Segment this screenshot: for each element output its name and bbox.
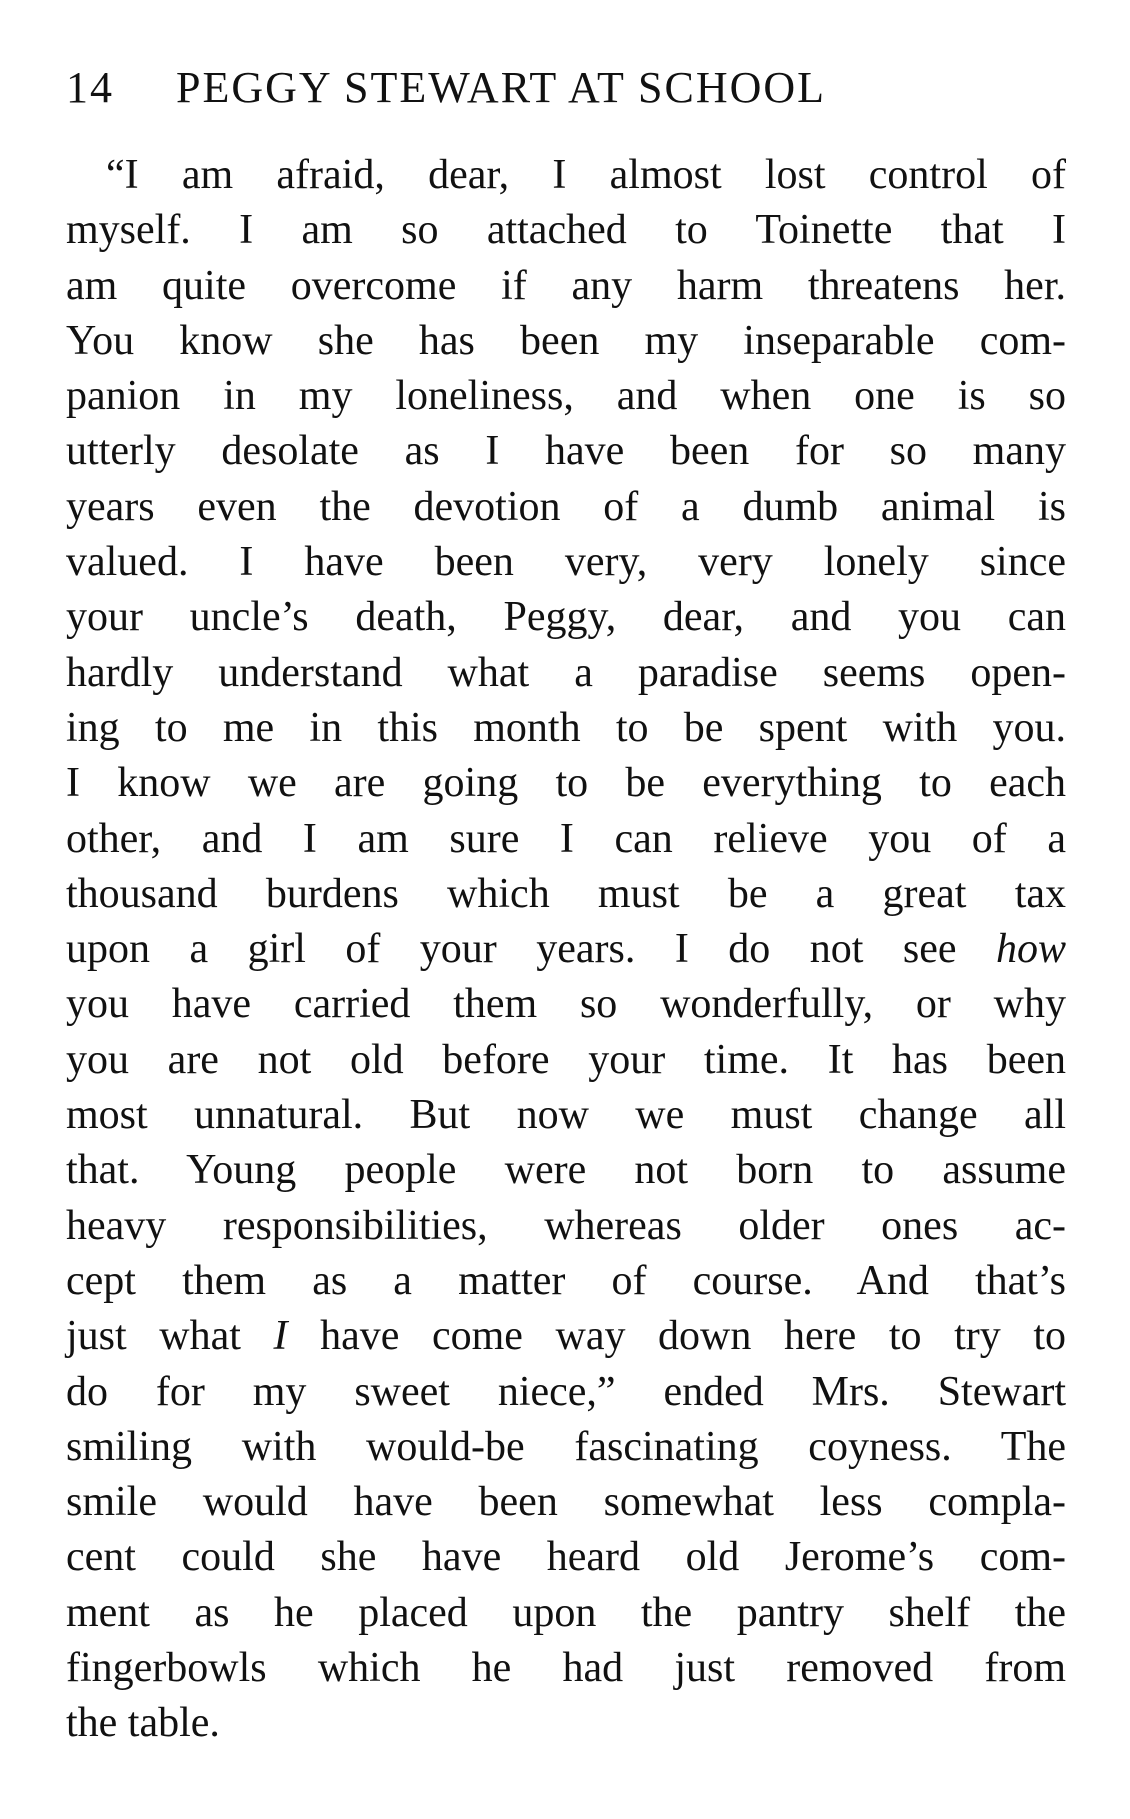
text-run: fingerbowls which he had just removed from (66, 1645, 1066, 1692)
text-run: valued. I have been very, very lonely since (66, 539, 1066, 586)
text-line (66, 646, 1066, 701)
text-run: your uncle’s death, Peggy, dear, and you can (66, 594, 1066, 641)
running-title: PEGGY STEWART AT SCHOOL (176, 63, 827, 112)
text-run: smiling with would-be fascinating coyness. The (66, 1423, 1066, 1470)
text-line (66, 1420, 1066, 1475)
text-run: just what (66, 1313, 274, 1360)
page-number: 14 (66, 63, 114, 112)
text-run: other, and I am sure I can relieve you of a (66, 815, 1066, 862)
text-line (66, 1475, 1066, 1530)
text-line (66, 1365, 1066, 1420)
text-line (66, 1530, 1066, 1585)
text-run: panion in my loneliness, and when one is so (66, 373, 1066, 420)
text-run: You know she has been my inseparable com- (66, 317, 1066, 364)
text-line (66, 314, 1066, 369)
text-run: that. Young people were not born to assume (66, 1147, 1066, 1194)
text-line (66, 535, 1066, 590)
running-head (66, 58, 1066, 118)
text-run: upon a girl of your years. I do not see (66, 926, 996, 973)
text-line (66, 148, 1066, 203)
text-run: ing to me in this month to be spent with you. (66, 704, 1066, 751)
text-run: cent could she have heard old Jerome’s com- (66, 1534, 1066, 1581)
text-line (66, 1088, 1066, 1143)
italic-emphasis: I (273, 1313, 288, 1360)
text-run: thousand burdens which must be a great tax (66, 870, 1066, 917)
text-run: you have carried them so wonderfully, or why (66, 981, 1066, 1028)
text-line (66, 203, 1066, 258)
text-run: heavy responsibilities, whereas older ones ac- (66, 1202, 1066, 1249)
text-line (66, 1143, 1066, 1198)
text-run: myself. I am so attached to Toinette that I (66, 207, 1066, 254)
body-paragraph (66, 148, 1066, 1752)
text-line (66, 369, 1066, 424)
text-line (66, 590, 1066, 645)
text-line (66, 1641, 1066, 1696)
text-run: I know we are going to be everything to each (66, 760, 1066, 807)
text-line (66, 756, 1066, 811)
text-run: years even the devotion of a dumb animal is (66, 483, 1066, 530)
text-run: you are not old before your time. It has been (66, 1036, 1066, 1083)
text-line (66, 1309, 1066, 1364)
text-line (66, 1199, 1066, 1254)
italic-emphasis: how (995, 926, 1066, 973)
text-line (66, 1254, 1066, 1309)
text-run: ment as he placed upon the pantry shelf the (66, 1589, 1066, 1636)
text-run: cept them as a matter of course. And that’s (66, 1257, 1066, 1304)
text-line (66, 480, 1066, 535)
text-line (66, 1696, 1066, 1751)
text-line (66, 259, 1066, 314)
text-run: most unnatural. But now we must change all (66, 1092, 1066, 1139)
text-run: hardly understand what a paradise seems open- (66, 649, 1066, 696)
text-line (66, 977, 1066, 1032)
text-run: utterly desolate as I have been for so many (66, 428, 1066, 475)
text-run: have come way down here to try to (287, 1313, 1066, 1360)
text-run: am quite overcome if any harm threatens her. (66, 262, 1066, 309)
text-run: do for my sweet niece,” ended Mrs. Stewart (66, 1368, 1066, 1415)
text-line (66, 812, 1066, 867)
text-line (66, 1586, 1066, 1641)
text-line (66, 701, 1066, 756)
text-line (66, 922, 1066, 977)
text-run: the table. (66, 1700, 220, 1747)
text-line (66, 1033, 1066, 1088)
text-line (66, 424, 1066, 479)
text-run: “I am afraid, dear, I almost lost control of (106, 152, 1066, 198)
text-line (66, 867, 1066, 922)
text-run: smile would have been somewhat less compla- (66, 1479, 1066, 1526)
